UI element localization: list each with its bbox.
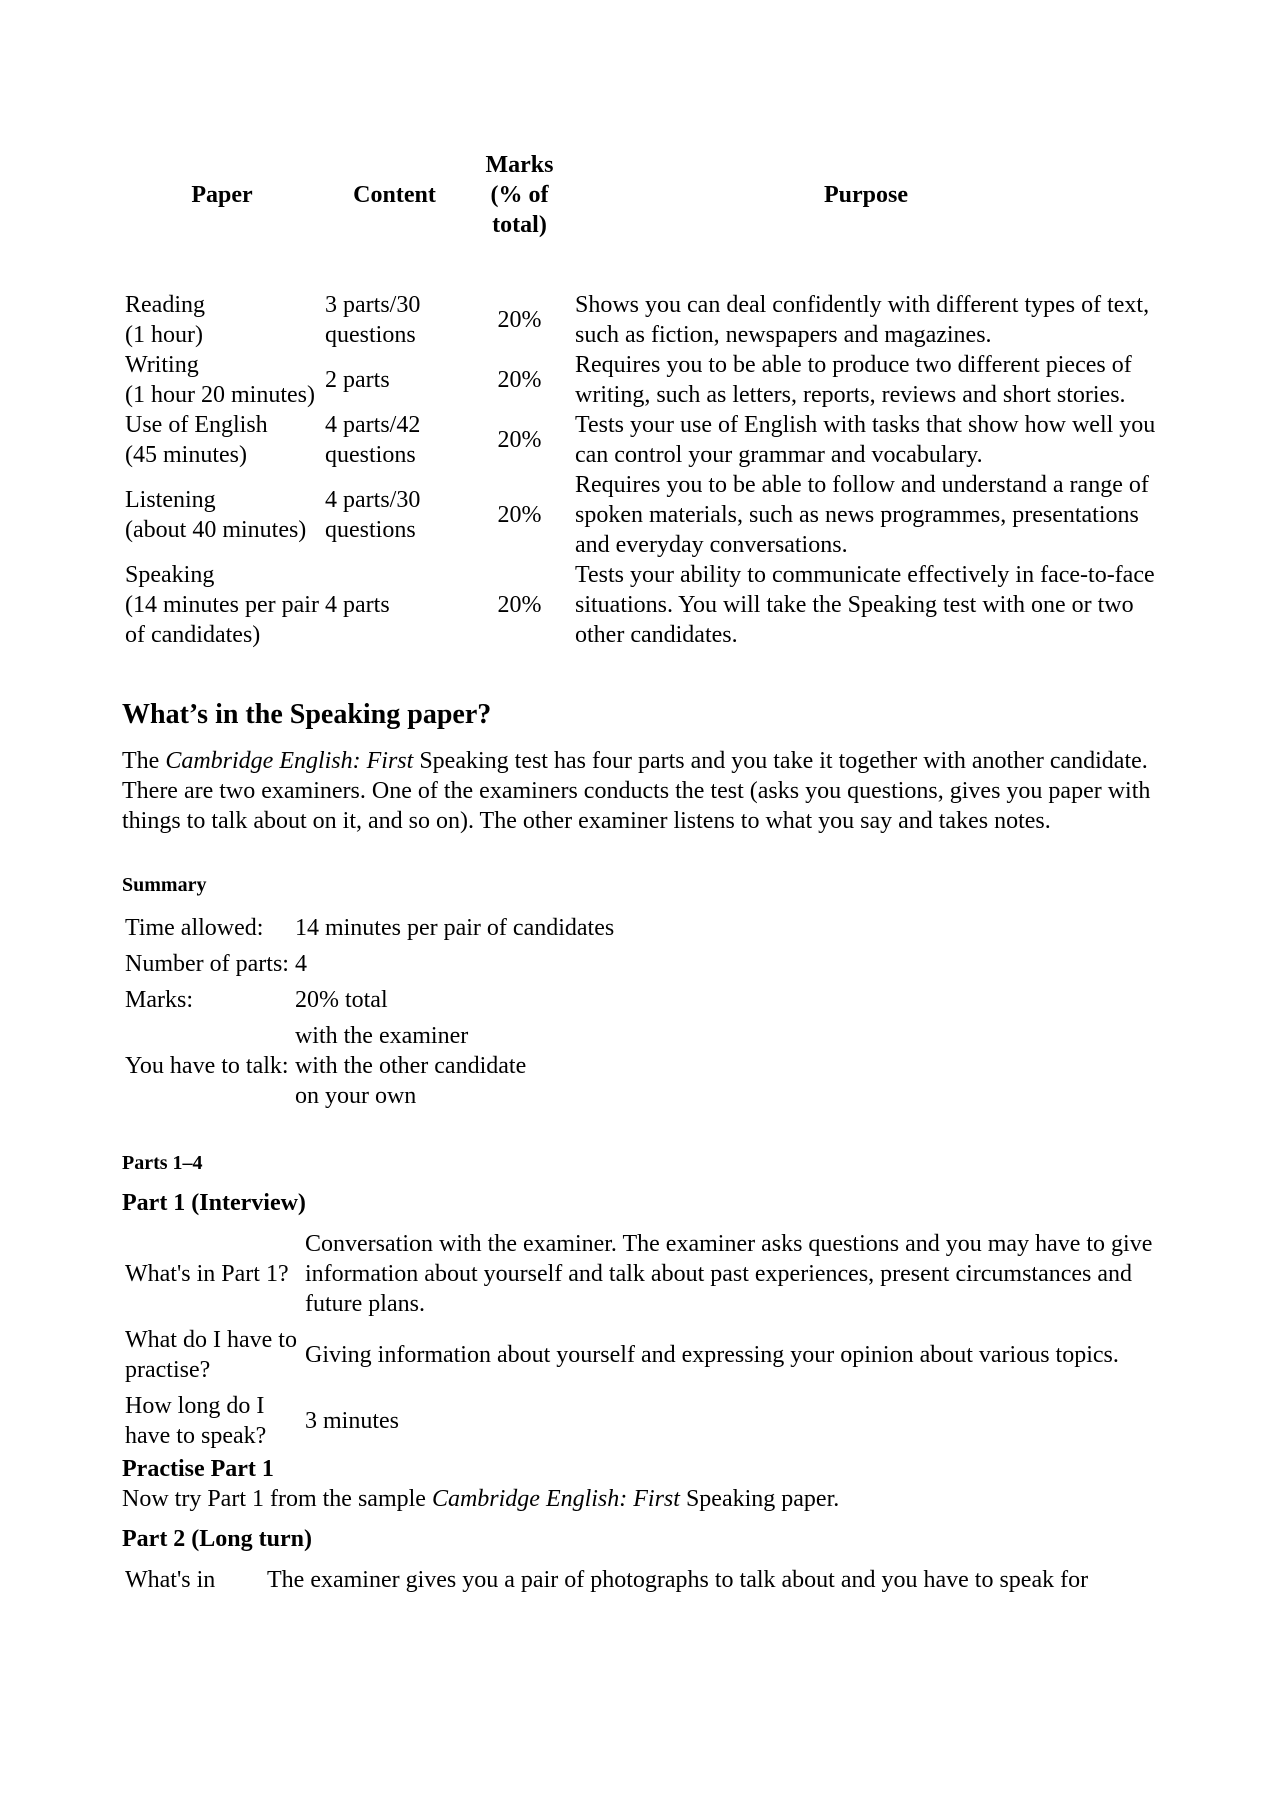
parts-heading: Parts 1–4 <box>122 1152 203 1174</box>
table-row <box>122 410 1160 470</box>
content-cell: 4 parts <box>325 592 390 618</box>
exam-title: Cambridge English: First <box>431 1486 680 1512</box>
marks-cell: 20% <box>497 307 542 333</box>
practise-part1-title: Practise Part 1 <box>122 1456 274 1482</box>
paper-name: Writing <box>125 352 199 378</box>
marks-cell: 20% <box>497 367 542 393</box>
paper-name: Listening <box>125 487 216 513</box>
list-item: with the other candidate <box>294 1053 527 1079</box>
marks-cell: 20% <box>497 427 542 453</box>
table-row <box>122 910 617 946</box>
summary-heading: Summary <box>122 874 207 896</box>
purpose-cell: Tests your use of English with tasks that show how well you can control your grammar and vocabulary. <box>575 412 1156 468</box>
header-marks <box>467 150 572 290</box>
purpose-cell: Requires you to be able to produce two different pieces of writing, such as letters, reports, reviews and short stories. <box>575 352 1132 408</box>
paper-cell <box>122 290 322 350</box>
table-row <box>122 1018 617 1114</box>
part-question: What's in Part 1? <box>125 1261 289 1287</box>
paper-name: Reading <box>125 292 205 318</box>
summary-table <box>122 910 617 1114</box>
list-item: on your own <box>294 1083 417 1109</box>
practise-suffix: Speaking paper. <box>679 1486 840 1512</box>
table-row <box>122 982 617 1018</box>
speaking-intro-prefix: The <box>122 748 166 774</box>
summary-label: Number of parts: <box>125 951 289 977</box>
speaking-heading: What’s in the Speaking paper? <box>122 699 492 730</box>
table-row <box>122 1226 1162 1322</box>
practise-part1-text <box>122 1484 1162 1514</box>
part-answer: The examiner gives you a pair of photographs to talk about and you have to speak for <box>267 1567 1089 1593</box>
paper-time: (1 hour) <box>125 322 203 348</box>
document-page <box>122 150 1162 1598</box>
paper-time: (14 minutes per pair of candidates) <box>125 592 319 648</box>
exam-title: Cambridge English: First <box>165 748 414 774</box>
content-cell: 3 parts/30 questions <box>325 292 421 348</box>
speaking-intro <box>122 746 1162 836</box>
purpose-cell: Shows you can deal confidently with different types of text, such as fiction, newspapers and magazines. <box>575 292 1150 348</box>
papers-table <box>122 150 1160 650</box>
practise-prefix: Now try Part 1 from the sample <box>122 1486 432 1512</box>
paper-cell <box>122 470 322 560</box>
table-row <box>122 946 617 982</box>
table-row <box>122 1322 1162 1388</box>
header-marks-line2: (% of <box>490 182 549 208</box>
part-question: How long do I have to speak? <box>125 1393 267 1449</box>
table-row <box>122 1388 1162 1454</box>
part1-title: Part 1 (Interview) <box>122 1190 306 1216</box>
paper-name: Use of English <box>125 412 268 438</box>
part-answer: Conversation with the examiner. The examiner asks questions and you may have to give information about yourself and talk about past experiences, present circumstances and future plans. <box>305 1231 1153 1317</box>
summary-label: Marks: <box>125 987 193 1013</box>
marks-cell: 20% <box>497 502 542 528</box>
header-marks-line1: Marks <box>485 152 554 178</box>
list-item: with the examiner <box>294 1023 469 1049</box>
purpose-cell: Requires you to be able to follow and understand a range of spoken materials, such as news programmes, presentations and everyday conversations. <box>575 472 1149 558</box>
summary-value: 4 <box>294 951 307 977</box>
summary-label: Time allowed: <box>125 915 264 941</box>
content-cell: 2 parts <box>325 367 390 393</box>
part-question: What do I have to practise? <box>125 1327 297 1383</box>
table-row <box>122 1562 1162 1598</box>
content-cell: 4 parts/30 questions <box>325 487 421 543</box>
paper-cell <box>122 350 322 410</box>
table-row <box>122 350 1160 410</box>
header-marks-line3: total) <box>492 212 547 238</box>
paper-time: (about 40 minutes) <box>125 517 307 543</box>
speaking-intro-rest: Speaking test has four parts and you take it together with another candidate. There are two examiners. One of the examiners conducts the test (asks you questions, gives you paper with things to talk about on it, and so on). The other examiner listens to what you say and takes notes. <box>122 748 1151 834</box>
table-row <box>122 290 1160 350</box>
summary-value: 20% total <box>294 987 388 1013</box>
summary-value: 14 minutes per pair of candidates <box>294 915 615 941</box>
paper-name: Speaking <box>125 562 215 588</box>
table-row <box>122 560 1160 650</box>
header-paper: Paper <box>191 182 253 208</box>
paper-cell <box>122 560 322 650</box>
header-purpose: Purpose <box>824 182 908 208</box>
purpose-cell: Tests your ability to communicate effectively in face-to-face situations. You will take the Speaking test with one or two other candidates. <box>575 562 1155 648</box>
part2-table <box>122 1562 1162 1598</box>
part-question: What's in <box>125 1567 216 1593</box>
paper-cell <box>122 410 322 470</box>
summary-label: You have to talk: <box>125 1053 289 1079</box>
marks-cell: 20% <box>497 592 542 618</box>
papers-table-header <box>122 150 1160 290</box>
part1-table <box>122 1226 1162 1454</box>
part-answer: 3 minutes <box>305 1408 399 1434</box>
part2-title: Part 2 (Long turn) <box>122 1526 312 1552</box>
content-cell: 4 parts/42 questions <box>325 412 421 468</box>
part-answer: Giving information about yourself and expressing your opinion about various topics. <box>305 1342 1119 1368</box>
header-content: Content <box>353 182 436 208</box>
table-row <box>122 470 1160 560</box>
paper-time: (1 hour 20 minutes) <box>125 382 315 408</box>
talk-list <box>292 1018 617 1114</box>
paper-time: (45 minutes) <box>125 442 247 468</box>
